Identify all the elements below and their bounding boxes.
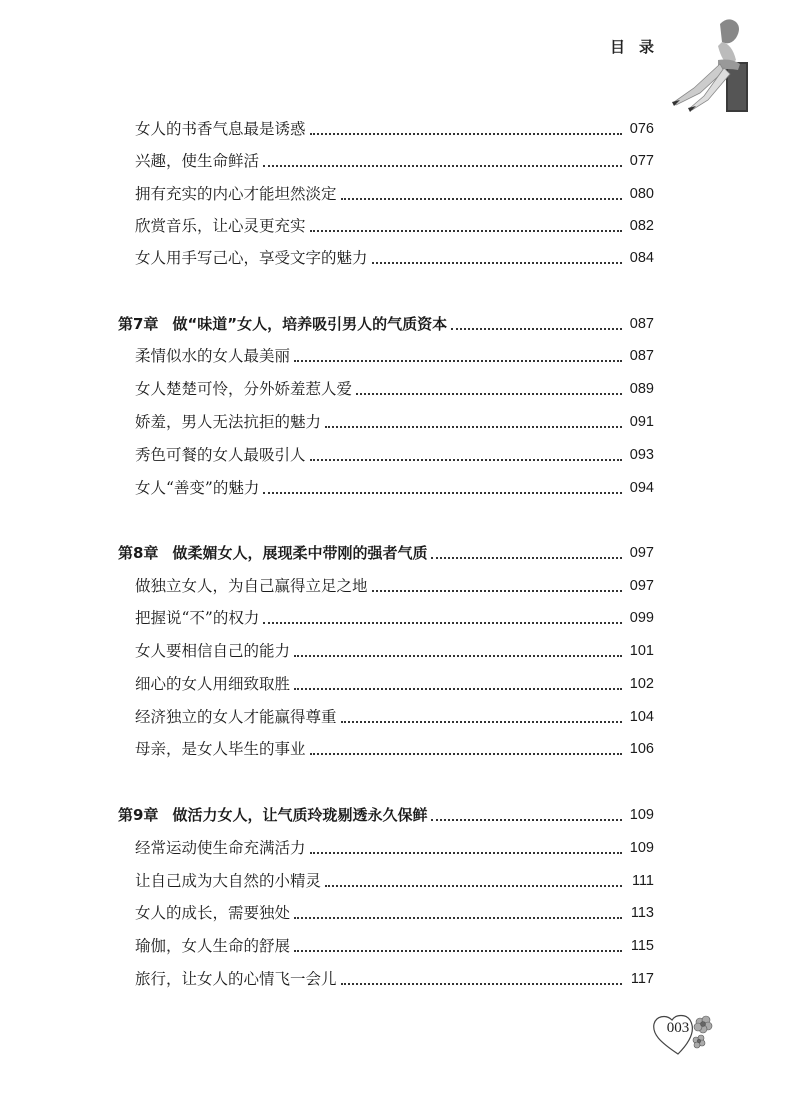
toc-entry-page: 109	[629, 807, 654, 823]
page-number-badge	[650, 1010, 720, 1060]
toc-entry[interactable]	[0, 405, 790, 433]
dot-leader	[294, 360, 622, 362]
dot-leader	[294, 655, 622, 657]
toc-entry-page: 111	[631, 873, 654, 889]
toc-entry[interactable]	[0, 438, 790, 466]
toc-entry-title: 经济独立的女人才能赢得尊重	[135, 708, 337, 726]
toc-entry[interactable]	[0, 700, 790, 728]
toc-entry[interactable]	[0, 831, 790, 859]
toc-entry-title: 女人的书香气息最是诱惑	[135, 120, 306, 138]
toc-entry[interactable]	[0, 471, 790, 499]
page-number: 003	[666, 1020, 690, 1036]
dot-leader	[310, 852, 622, 854]
toc-entry-title: 柔情似水的女人最美丽	[135, 347, 291, 365]
toc-entry-page: 117	[630, 971, 654, 987]
toc-entry-title: 把握说“不”的权力	[135, 609, 260, 627]
dot-leader	[310, 133, 622, 135]
toc-entry-title: 女人楚楚可怜，分外娇羞惹人爱	[135, 380, 353, 398]
toc-entry-page: 102	[629, 676, 654, 692]
chapter-title: 做柔媚女人，展现柔中带刚的强者气质	[172, 544, 428, 562]
toc-entry-page: 080	[629, 186, 654, 202]
dot-leader	[294, 917, 622, 919]
toc-entry-title: 瑜伽，女人生命的舒展	[135, 937, 291, 955]
toc-entry-title: 做独立女人，为自己赢得立足之地	[135, 577, 368, 595]
toc-chapter-entry[interactable]	[0, 307, 790, 335]
toc-entry-title: 娇羞，男人无法抗拒的魅力	[135, 413, 322, 431]
toc-entry[interactable]	[0, 339, 790, 367]
toc-entry[interactable]	[0, 732, 790, 760]
toc-chapter-entry[interactable]	[0, 536, 790, 564]
toc-entry-page: 076	[629, 121, 654, 137]
toc-entry-page: 084	[629, 250, 654, 266]
toc-entry-page: 106	[629, 741, 654, 757]
toc-chapter-entry[interactable]	[0, 798, 790, 826]
dot-leader	[431, 819, 622, 821]
toc-entry-title: 旅行，让女人的心情飞一会儿	[135, 970, 337, 988]
toc-entry-page: 082	[629, 218, 654, 234]
toc-entry-page: 077	[629, 153, 654, 169]
toc-entry-page: 097	[629, 578, 654, 594]
toc-entry[interactable]	[0, 896, 790, 924]
toc-entry[interactable]	[0, 601, 790, 629]
toc-entry[interactable]	[0, 144, 790, 172]
chapter-number: 第9章	[118, 806, 159, 824]
dot-leader	[294, 688, 622, 690]
toc-entry[interactable]	[0, 177, 790, 205]
dot-leader	[310, 459, 622, 461]
dot-leader	[356, 393, 622, 395]
toc-entry-page: 115	[630, 938, 654, 954]
dot-leader	[451, 328, 622, 330]
toc-entry-page: 087	[629, 316, 654, 332]
toc-entry-page: 099	[629, 610, 654, 626]
toc-entry-title: 女人用手写己心，享受文字的魅力	[135, 249, 368, 267]
dot-leader	[431, 557, 622, 559]
toc-entry-page: 097	[629, 545, 654, 561]
toc-entry-page: 089	[629, 381, 654, 397]
toc-entry-page: 094	[629, 480, 654, 496]
toc-entry-title: 兴趣，使生命鲜活	[135, 152, 260, 170]
toc-entry-title: 秀色可餐的女人最吸引人	[135, 446, 306, 464]
dot-leader	[341, 983, 622, 985]
toc-entry[interactable]	[0, 209, 790, 237]
chapter-number: 第8章	[118, 544, 159, 562]
chapter-number: 第7章	[118, 315, 159, 333]
toc-entry-title: 女人要相信自己的能力	[135, 642, 291, 660]
dot-leader	[372, 262, 622, 264]
dot-leader	[263, 622, 622, 624]
woman-sitting-illustration	[650, 14, 760, 114]
toc-entry[interactable]	[0, 667, 790, 695]
toc-entry-page: 093	[629, 447, 654, 463]
dot-leader	[263, 165, 622, 167]
toc-entry-page: 087	[629, 348, 654, 364]
dot-leader	[310, 753, 622, 755]
toc-entry-title: 女人的成长，需要独处	[135, 904, 291, 922]
toc-entry-page: 104	[629, 709, 654, 725]
toc-entry-title: 拥有充实的内心才能坦然淡定	[135, 185, 337, 203]
toc-entry-title: 欣赏音乐，让心灵更充实	[135, 217, 306, 235]
toc-entry[interactable]	[0, 864, 790, 892]
toc-entry-page: 101	[629, 643, 654, 659]
toc-entry[interactable]	[0, 962, 790, 990]
toc-entry-title: 让自己成为大自然的小精灵	[135, 872, 322, 890]
toc-entry[interactable]	[0, 569, 790, 597]
toc-entry-title: 母亲，是女人毕生的事业	[135, 740, 306, 758]
toc-entry-page: 113	[630, 905, 654, 921]
toc-entry[interactable]	[0, 372, 790, 400]
dot-leader	[341, 198, 622, 200]
toc-entry[interactable]	[0, 112, 790, 140]
toc-entry-page: 091	[629, 414, 654, 430]
dot-leader	[294, 950, 622, 952]
header-title: 目录	[610, 38, 669, 56]
dot-leader	[341, 721, 622, 723]
toc-entry[interactable]	[0, 634, 790, 662]
toc-entry[interactable]	[0, 929, 790, 957]
dot-leader	[372, 590, 622, 592]
toc-entry-page: 109	[629, 840, 654, 856]
chapter-title: 做活力女人，让气质玲珑剔透永久保鲜	[172, 806, 428, 824]
toc-entry-title: 细心的女人用细致取胜	[135, 675, 291, 693]
toc-entry-title: 女人“善变”的魅力	[135, 479, 260, 497]
dot-leader	[263, 492, 622, 494]
dot-leader	[325, 885, 622, 887]
dot-leader	[325, 426, 622, 428]
chapter-title: 做“味道”女人，培养吸引男人的气质资本	[172, 315, 448, 333]
toc-entry[interactable]	[0, 241, 790, 269]
dot-leader	[310, 230, 622, 232]
toc-entry-title: 经常运动使生命充满活力	[135, 839, 306, 857]
